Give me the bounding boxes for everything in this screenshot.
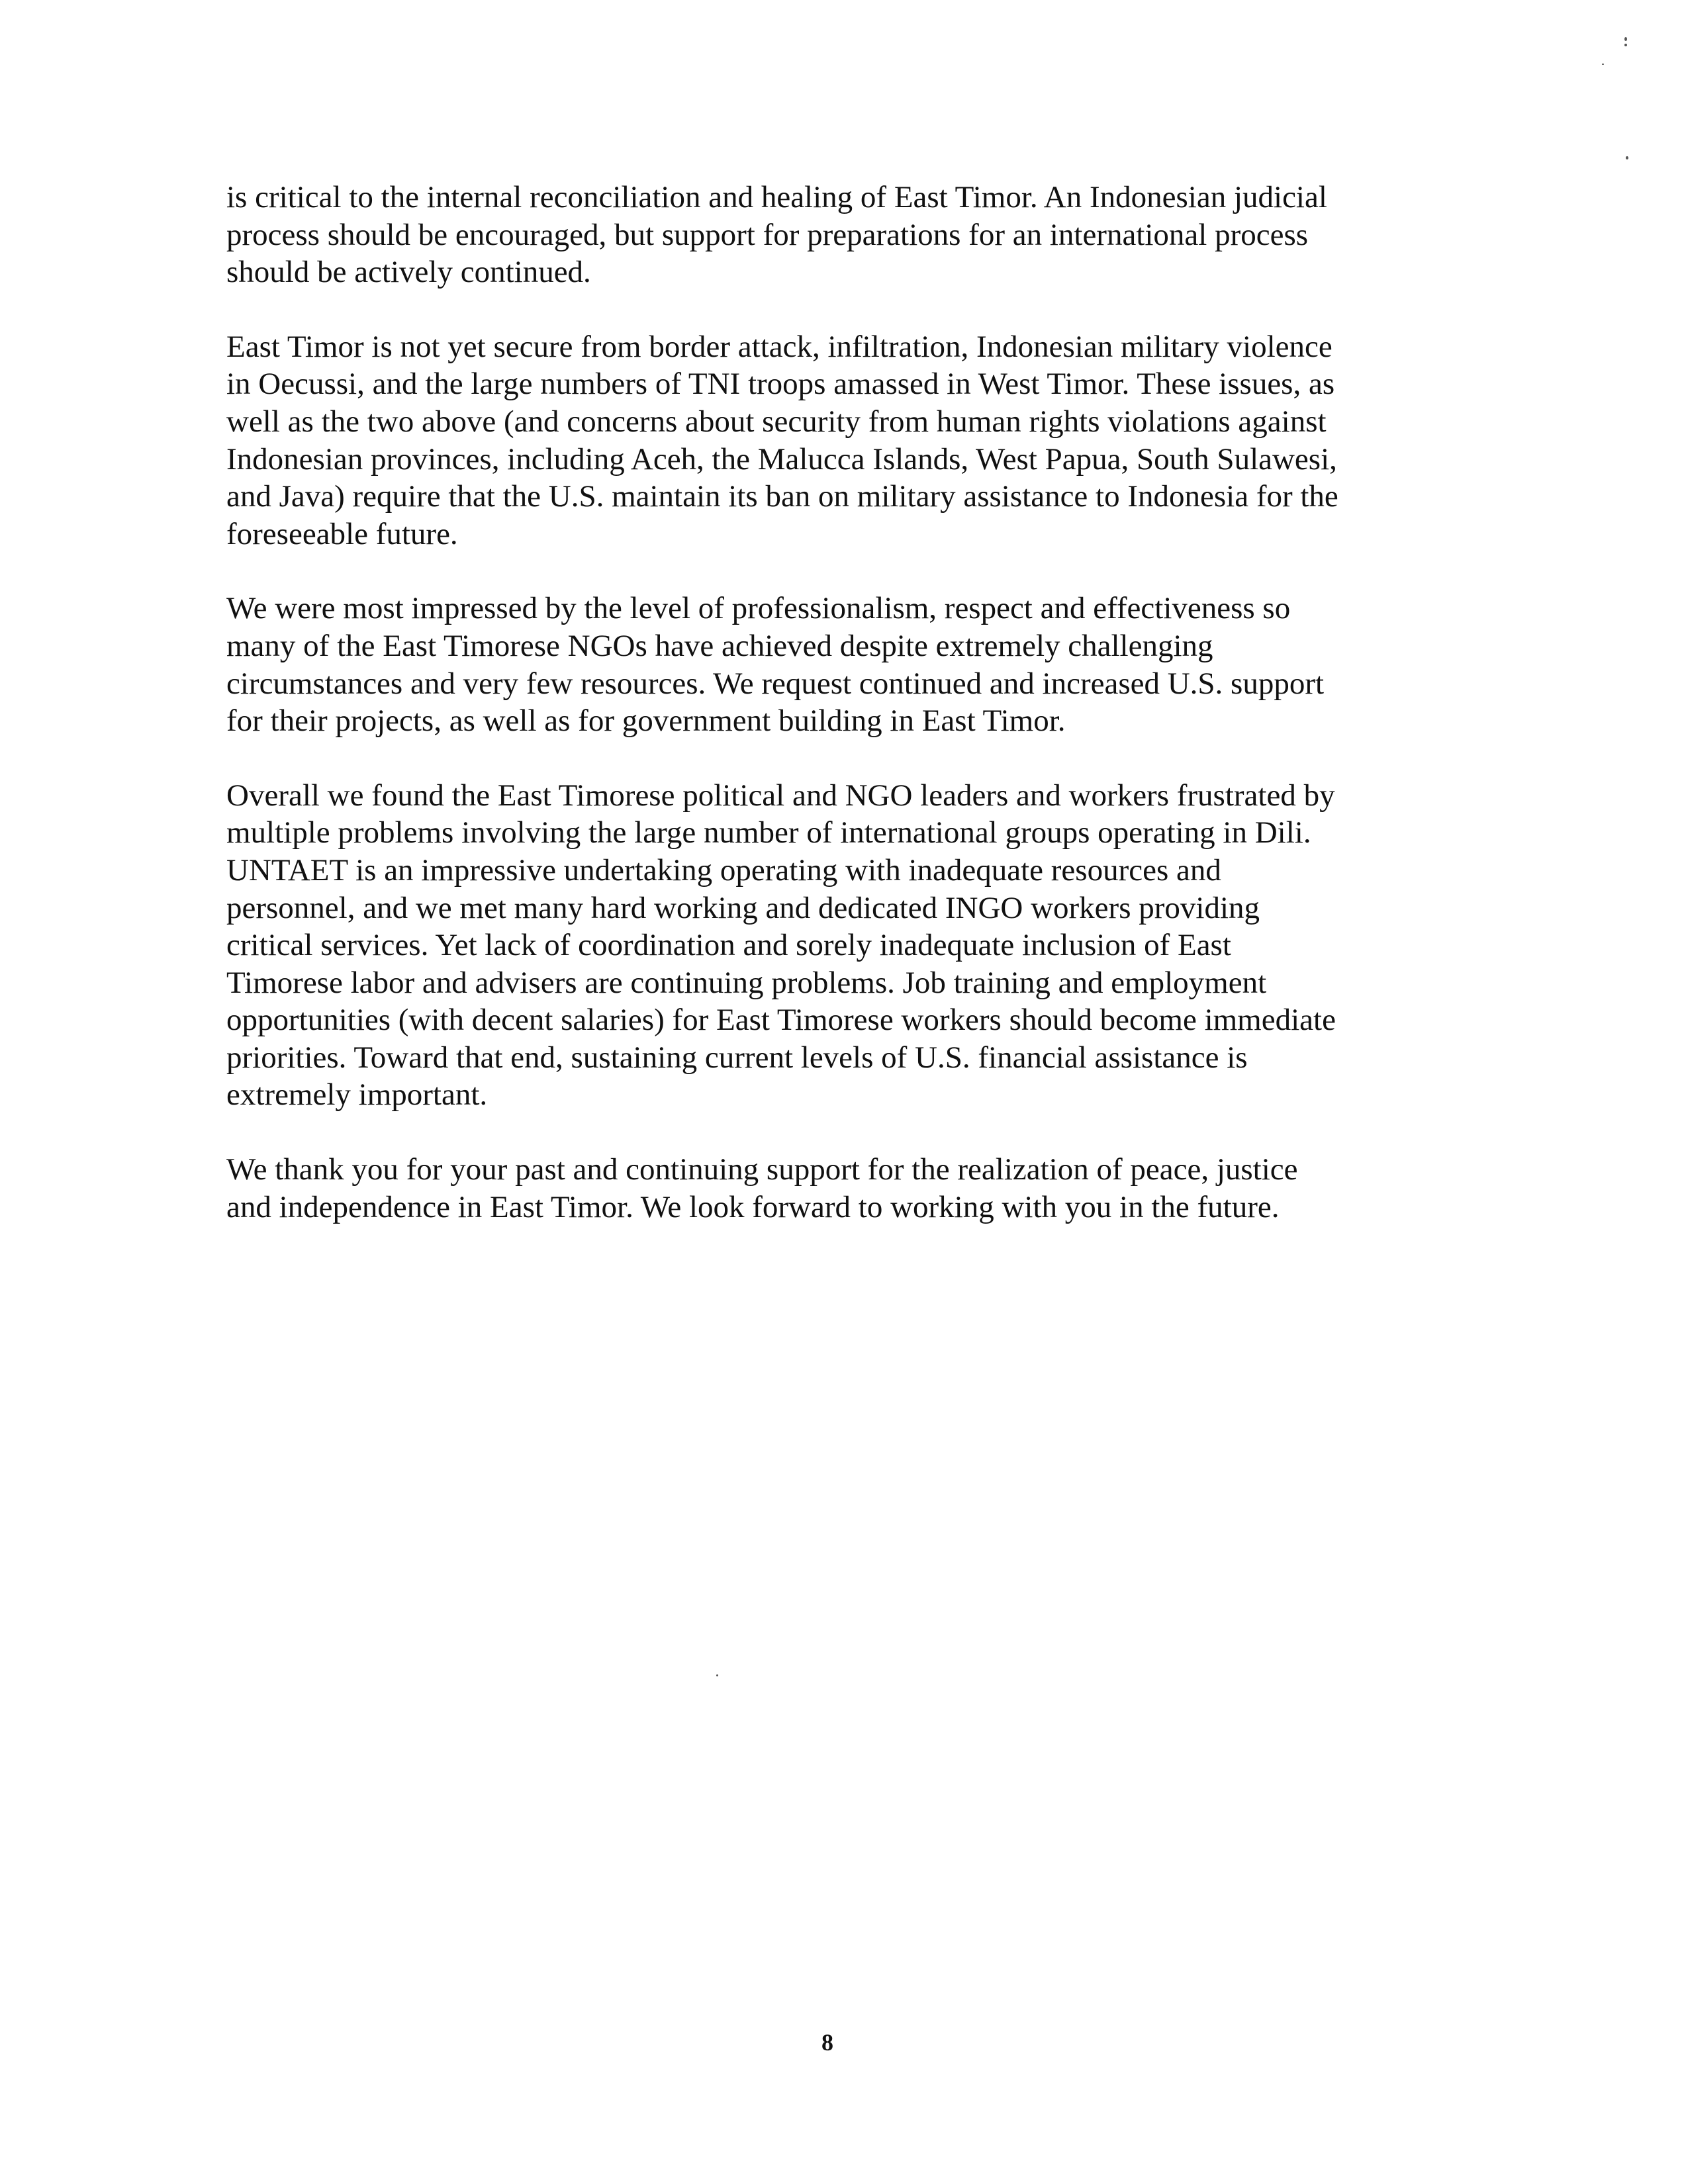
text-line: is critical to the internal reconciliation and healing of East Timor. An Indonesian judicial (226, 180, 1327, 214)
text-line: foreseeable future. (226, 516, 458, 551)
paragraph-closing (226, 1151, 1471, 1226)
paragraph-ngo-support (226, 590, 1471, 739)
scan-speck (1624, 37, 1627, 41)
text-line: personnel, and we met many hard working and dedicated INGO workers providing (226, 890, 1260, 925)
text-line: extremely important. (226, 1077, 488, 1113)
scan-speck (1602, 64, 1604, 65)
text-line: process should be encouraged, but support for preparations for an international process (226, 217, 1309, 252)
text-line: circumstances and very few resources. We request continued and increased U.S. support (226, 666, 1325, 701)
text-line: well as the two above (and concerns about security from human rights violations against (226, 404, 1327, 439)
text-line: in Oecussi, and the large numbers of TNI troops amassed in West Timor. These issues, as (226, 367, 1335, 402)
text-line: priorities. Toward that end, sustaining current levels of U.S. financial assistance is (226, 1040, 1248, 1075)
paragraph-security (226, 328, 1471, 553)
text-line: UNTAET is an impressive undertaking operating with inadequate resources and (226, 852, 1221, 887)
text-line: and Java) require that the U.S. maintain its ban on military assistance to Indonesia for the (226, 479, 1338, 514)
text-line: many of the East Timorese NGOs have achieved despite extremely challenging (226, 628, 1213, 663)
scan-speck (1626, 156, 1628, 159)
text-line: We were most impressed by the level of professionalism, respect and effectiveness so (226, 591, 1291, 626)
text-line: opportunities (with decent salaries) for East Timorese workers should become immediate (226, 1003, 1336, 1038)
text-line: We thank you for your past and continuing support for the realization of peace, justice (226, 1152, 1298, 1187)
text-line: critical services. Yet lack of coordination and sorely inadequate inclusion of East (226, 928, 1231, 963)
page-number: 8 (821, 2029, 833, 2056)
text-line: for their projects, as well as for government building in East Timor. (226, 704, 1066, 739)
letter-body (226, 179, 1471, 1263)
scan-speck (716, 1674, 718, 1676)
text-line: Indonesian provinces, including Aceh, the Malucca Islands, West Papua, South Sulawesi, (226, 441, 1337, 477)
text-line: Overall we found the East Timorese political and NGO leaders and workers frustrated by (226, 778, 1335, 813)
paragraph-reconciliation (226, 179, 1471, 291)
text-line: Timorese labor and advisers are continuing problems. Job training and employment (226, 965, 1267, 1000)
text-line: and independence in East Timor. We look forward to working with you in the future. (226, 1189, 1280, 1224)
text-line: should be actively continued. (226, 255, 591, 290)
text-line: multiple problems involving the large number of international groups operating in Dili. (226, 815, 1311, 850)
scan-speck (1624, 44, 1627, 46)
text-line: East Timor is not yet secure from border attack, infiltration, Indonesian military violence (226, 329, 1333, 364)
paragraph-coordination (226, 777, 1471, 1114)
